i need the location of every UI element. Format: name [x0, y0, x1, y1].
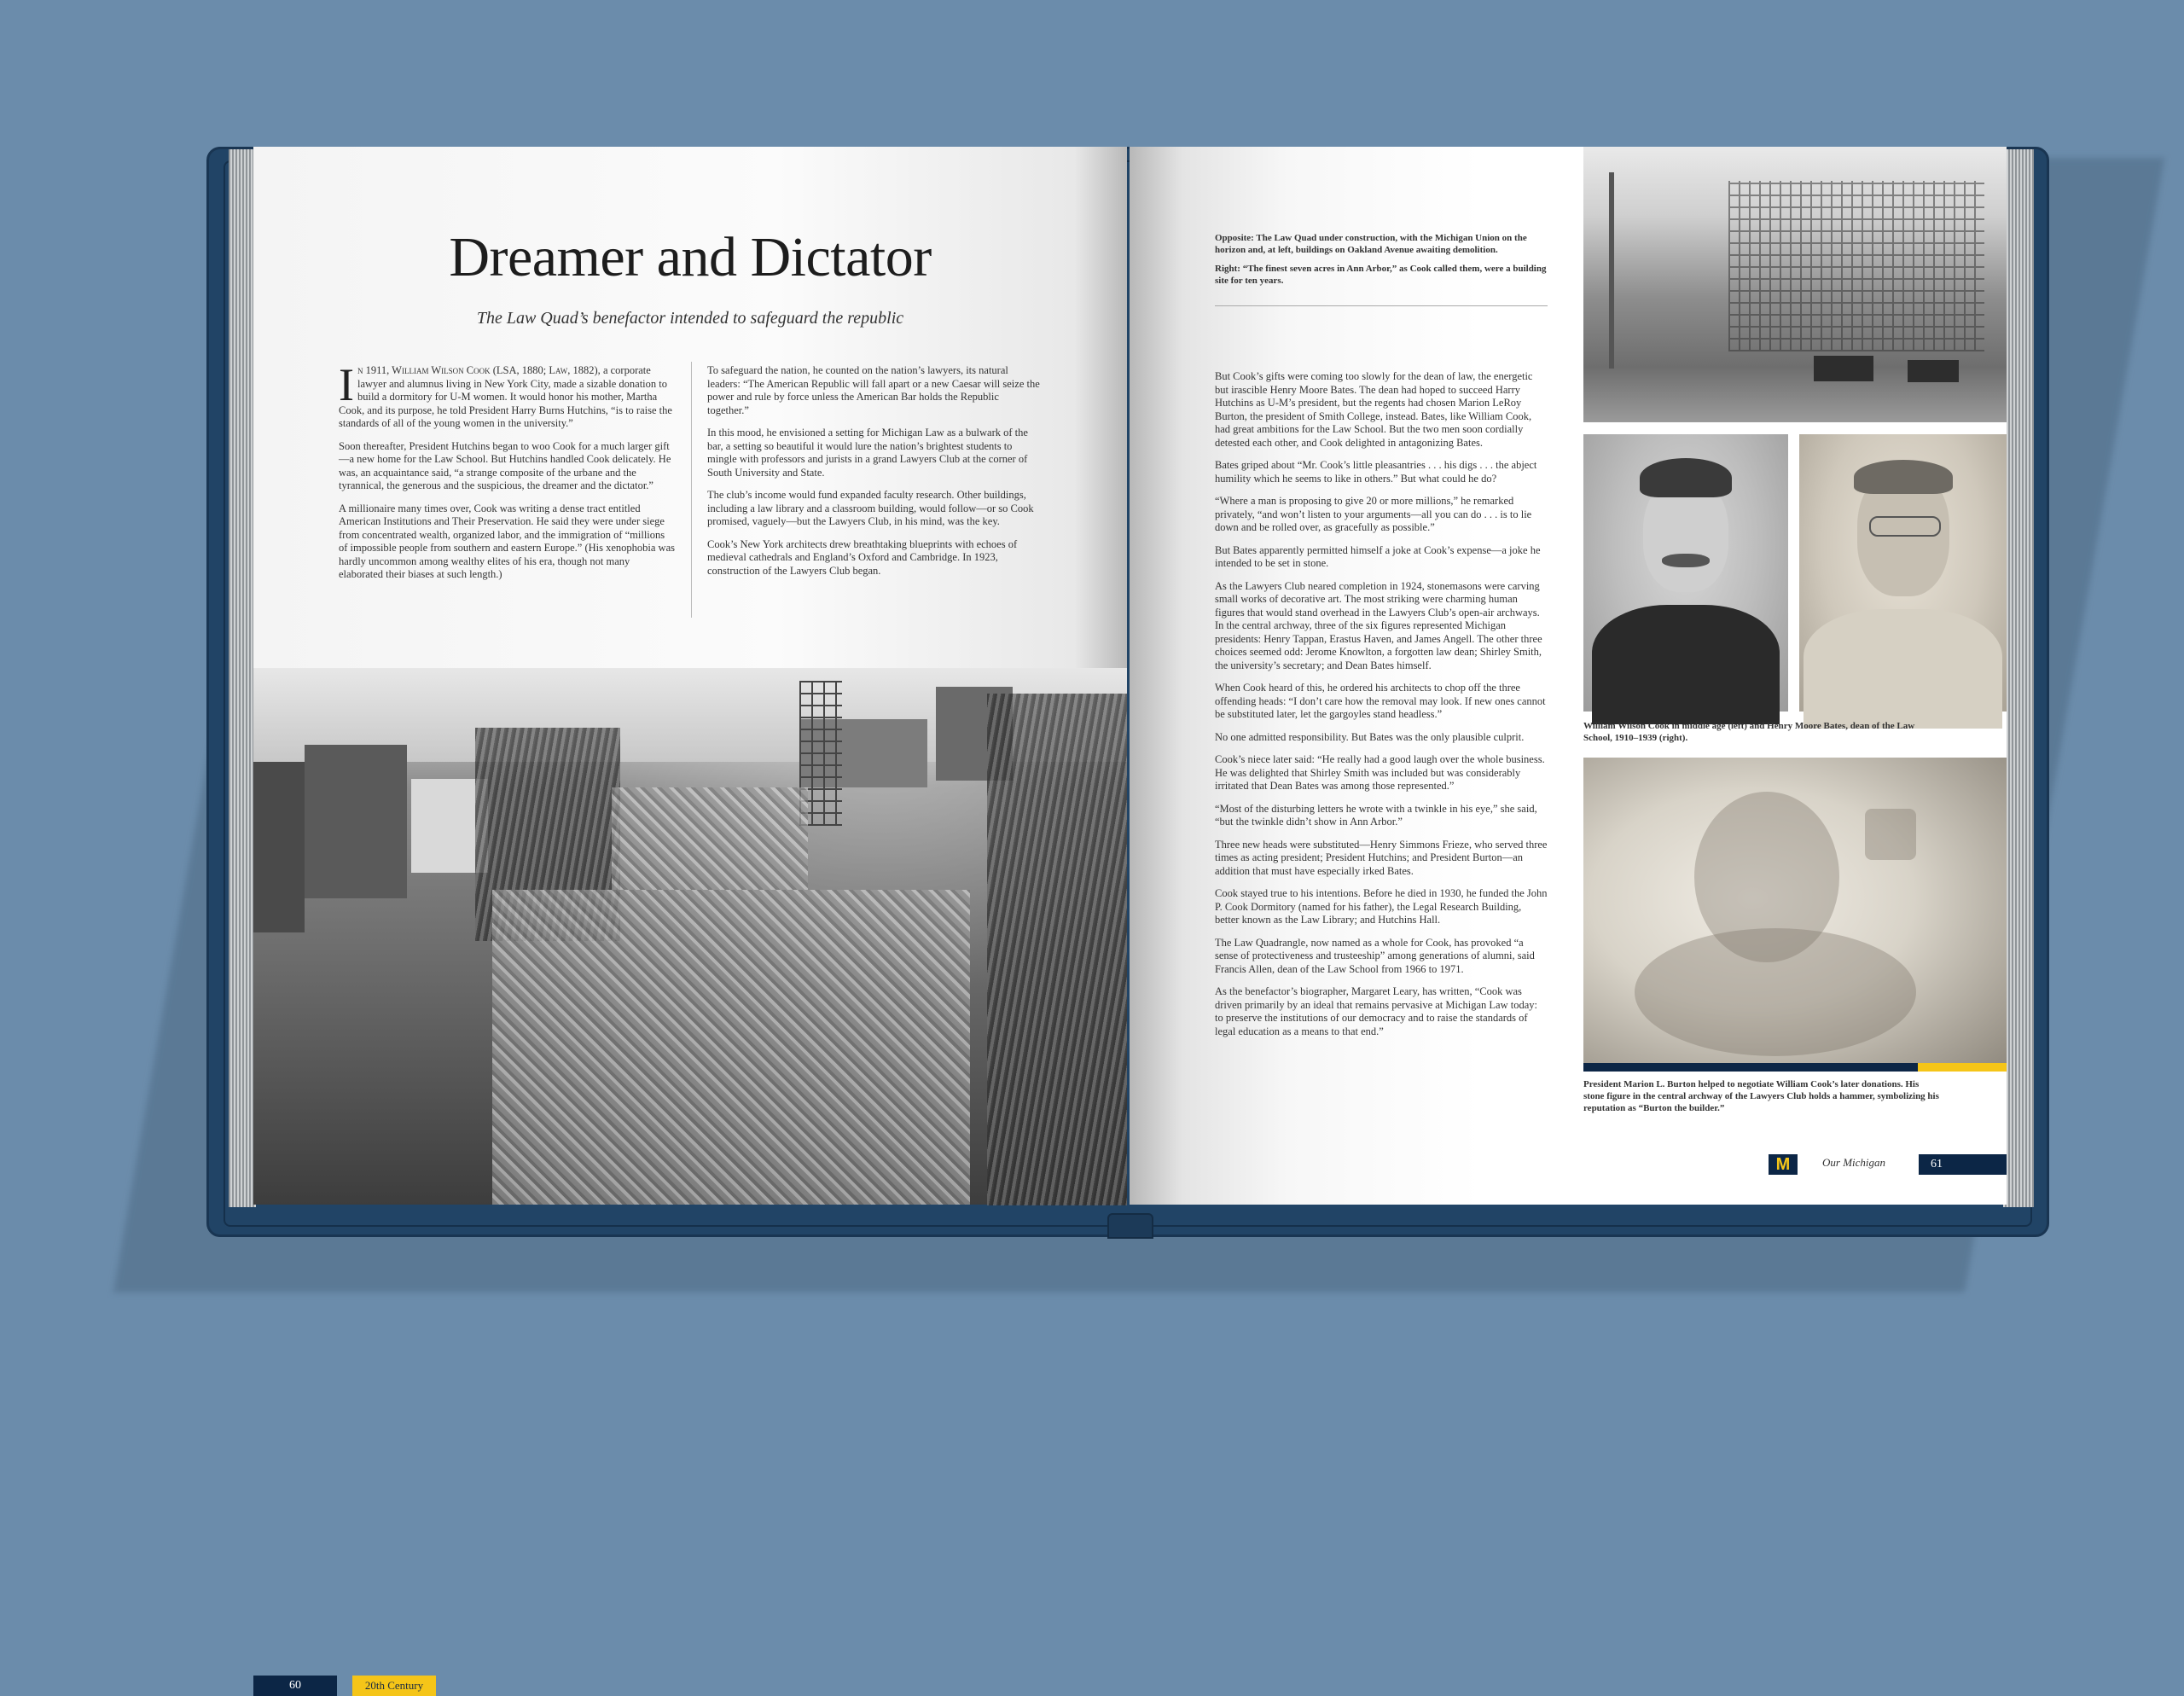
coat — [1592, 605, 1780, 724]
caption-right: Right: “The finest seven acres in Ann Arbor,” as Cook called them, were a building site for ten years. — [1215, 264, 1547, 286]
column-divider — [691, 362, 692, 618]
caption-divider — [1215, 305, 1548, 306]
paragraph: Soon thereafter, President Hutchins began to woo Cook for a much larger gift—a new home for the Law School. But Hutchins handled Cook delicately. He was, an acquaintance said, “a strange composite of the urbane and the tyrannical, the generous and the suspicious, the dreamer and the dictator.” — [339, 439, 671, 491]
portrait-cook — [1583, 434, 1788, 712]
paragraph: Three new heads were substituted—Henry Simmons Frieze, who served three times as acting president; President Hutchins; and President Burton—an addition that must have especially irked Bates. — [1215, 838, 1548, 877]
caption-opposite: Opposite: The Law Quad under construction, with the Michigan Union on the horizon and, at left, buildings on Oakland Avenue awaiting demolition. — [1215, 233, 1527, 255]
portrait-bates — [1799, 434, 2007, 712]
paragraph: But Cook’s gifts were coming too slowly for the dean of law, the energetic but irascible Henry Moore Bates. The dean had hoped to succeed Harry Hutchins as U-M’s president, but the regents had chosen Marion LeRoy Burton, the president of Smith College, instead. Bates, like William Cook, had great ambitions for the Law School. But the two men soon cordially detested each other, and Cook delighted in antagonizing Bates. — [1215, 370, 1533, 449]
construction-site — [492, 890, 970, 1205]
hair — [1854, 460, 1953, 494]
page-number-left: 60 — [253, 1676, 337, 1696]
timber-framing — [1728, 181, 1984, 351]
paragraph: As the benefactor’s biographer, Margaret Leary, has written, “Cook was driven primarily by an ideal that remains pervasive at Michigan Law today: to preserve the institutions of our democracy and to raise the standards of legal education as a means to that end.” — [1215, 985, 1538, 1037]
paragraph: “Most of the disturbing letters he wrote with a twinkle in his eye,” she said, “but the twinkle didn’t show in Ann Arbor.” — [1215, 802, 1537, 828]
caption-carving: President Marion L. Burton helped to negotiate William Cook’s later donations. His stone figure in the central archway of the Lawyers Club holds a hammer, symbolizing his reputation as “Burton the builder.” — [1583, 1079, 1939, 1113]
paragraph: When Cook heard of this, he ordered his architects to chop off the three offending heads: “I don’t care how the removal may look. If new ones cannot be substituted later, let the gargoyles stand headless.” — [1215, 682, 1546, 720]
accent-bar-navy — [1583, 1063, 1918, 1072]
footer-name: Our Michigan — [1822, 1156, 1886, 1169]
construction-photo — [253, 668, 1127, 1692]
apartment-building — [305, 745, 407, 898]
lawyers-club-construction-photo — [1583, 147, 2007, 422]
text-column-3 — [1215, 370, 1548, 1048]
paragraph: “Where a man is proposing to give 20 or more millions,” he remarked privately, “and won’t listen to your arguments—all you can do . . . is to lie down and be rolled over, as gracefully as possible.” — [1215, 495, 1532, 533]
right-page — [1130, 147, 2007, 1205]
page-stack-left — [229, 149, 256, 1207]
vintage-car — [1908, 360, 1959, 382]
page-subtitle: The Law Quad’s benefactor intended to safeguard the republic — [476, 309, 904, 328]
paragraph: To safeguard the nation, he counted on the nation’s lawyers, its natural leaders: “The American Republic will fall apart or a new Caesar will seize the power and rule by force unless the American Bar holds the Republic together.” — [707, 364, 1040, 416]
page-stack-right — [2003, 149, 2034, 1207]
left-page — [253, 147, 1127, 1692]
accent-bar-gold — [1918, 1063, 2007, 1072]
spine-tab — [1107, 1213, 1153, 1239]
lead-text: a corporate lawyer and alumnus living in New York City, made a sizable donation to build a dormitory for U-M women. It would honor his mother, Martha Cook, and its purpose, he told President Harry Burns Hutchins, “is to raise the standards of all of the young women in the university.” — [339, 364, 672, 429]
hair — [1640, 458, 1732, 497]
left-building — [253, 762, 305, 932]
paragraph: The Law Quadrangle, now named as a whole for Cook, has provoked “a sense of protectiveness and trusteeship” among generations of alumni, said Francis Allen, dean of the Law School from 1966 to 1971. — [1215, 936, 1535, 975]
paragraph: In this mood, he envisioned a setting for Michigan Law as a bulwark of the bar, a setting so beautiful it would lure the nation’s brightest students to mingle with professors and jurists in a grand Lawyers Club at the corner of South University and State. — [707, 427, 1028, 479]
caption-portraits: William Wilson Cook in middle age (left) and Henry Moore Bates, dean of the Law School, 1910–1939 (right). — [1583, 721, 1915, 743]
lead-smallcaps: n 1911, William Wilson Cook (LSA, 1880; Law, 1882), — [357, 364, 601, 376]
michigan-logo-icon: M — [1769, 1154, 1798, 1175]
paragraph — [339, 359, 676, 431]
carved-body — [1635, 928, 1916, 1056]
bare-tree — [1609, 172, 1614, 369]
text-column-2 — [707, 364, 1040, 587]
page-title: Dreamer and Dictator — [449, 226, 932, 288]
paragraph: Cook’s New York architects drew breathtaking blueprints with echoes of medieval cathedrals and England’s Oxford and Cambridge. In 1923, construction of the Lawyers Club began. — [707, 537, 1018, 577]
paragraph: Cook’s niece later said: “He really had a good laugh over the whole business. He was delighted that Shirley Smith was included but was considerably irritated that Dean Bates was among those represented.” — [1215, 753, 1545, 792]
construction-floor — [612, 787, 808, 890]
paragraph: But Bates apparently permitted himself a joke at Cook’s expense—a joke he intended to be set in stone. — [1215, 543, 1541, 569]
paragraph: A millionaire many times over, Cook was writing a dense tract entitled American Institutions and Their Preservation. He said they were under siege from concentrated wealth, organized labor, and the immigration of “millions of impossible people from southern and eastern Europe.” (His xenophobia was hardly uncommon among wealthy elites of his era, though not many elaborated their biases at such length.) — [339, 502, 675, 580]
vintage-car — [1814, 356, 1873, 381]
paragraph: The club’s income would fund expanded faculty research. Other buildings, including a law library and a classroom building, would follow—or so Cook promised, vaguely—but the Lawyers Club, in his mind, was the key. — [707, 489, 1034, 527]
glasses — [1869, 516, 1941, 537]
burton-stone-carving-photo — [1583, 758, 2007, 1071]
pine-tree — [987, 694, 1127, 1205]
caption-top — [1215, 232, 1548, 293]
coat — [1804, 609, 2002, 729]
paragraph: Bates griped about “Mr. Cook’s little pleasantries . . . his digs . . . the abject humility which he seems to like in others.” But what could he do? — [1215, 459, 1537, 485]
drop-cap: I — [339, 359, 354, 410]
section-tab: 20th Century — [352, 1676, 436, 1696]
paragraph: No one admitted responsibility. But Bates was the only plausible culprit. — [1215, 730, 1525, 743]
text-column-1 — [339, 359, 676, 591]
mustache — [1662, 554, 1710, 567]
paragraph: Cook stayed true to his intentions. Before he died in 1930, he funded the John P. Cook Dormitory (named for his father), the Legal Research Building, better known as the Law Library; and Hutchins Hall. — [1215, 887, 1548, 926]
page-number-right: 61 — [1919, 1154, 2007, 1175]
paragraph: As the Lawyers Club neared completion in 1924, stonemasons were carving small works of decorative art. The most striking were charming human figures that would stand overhead in the Lawyers Club’s open-air archways. In the central archway, three of the six figures represented Michigan presidents: Henry Tappan, Erastus Haven, and James Angell. The other three choices seemed odd: Jerome Knowlton, a forgotten law dean; Shirley Smith, the university’s secretary; and Dean Bates himself. — [1215, 579, 1542, 671]
carved-hammer — [1865, 809, 1916, 860]
